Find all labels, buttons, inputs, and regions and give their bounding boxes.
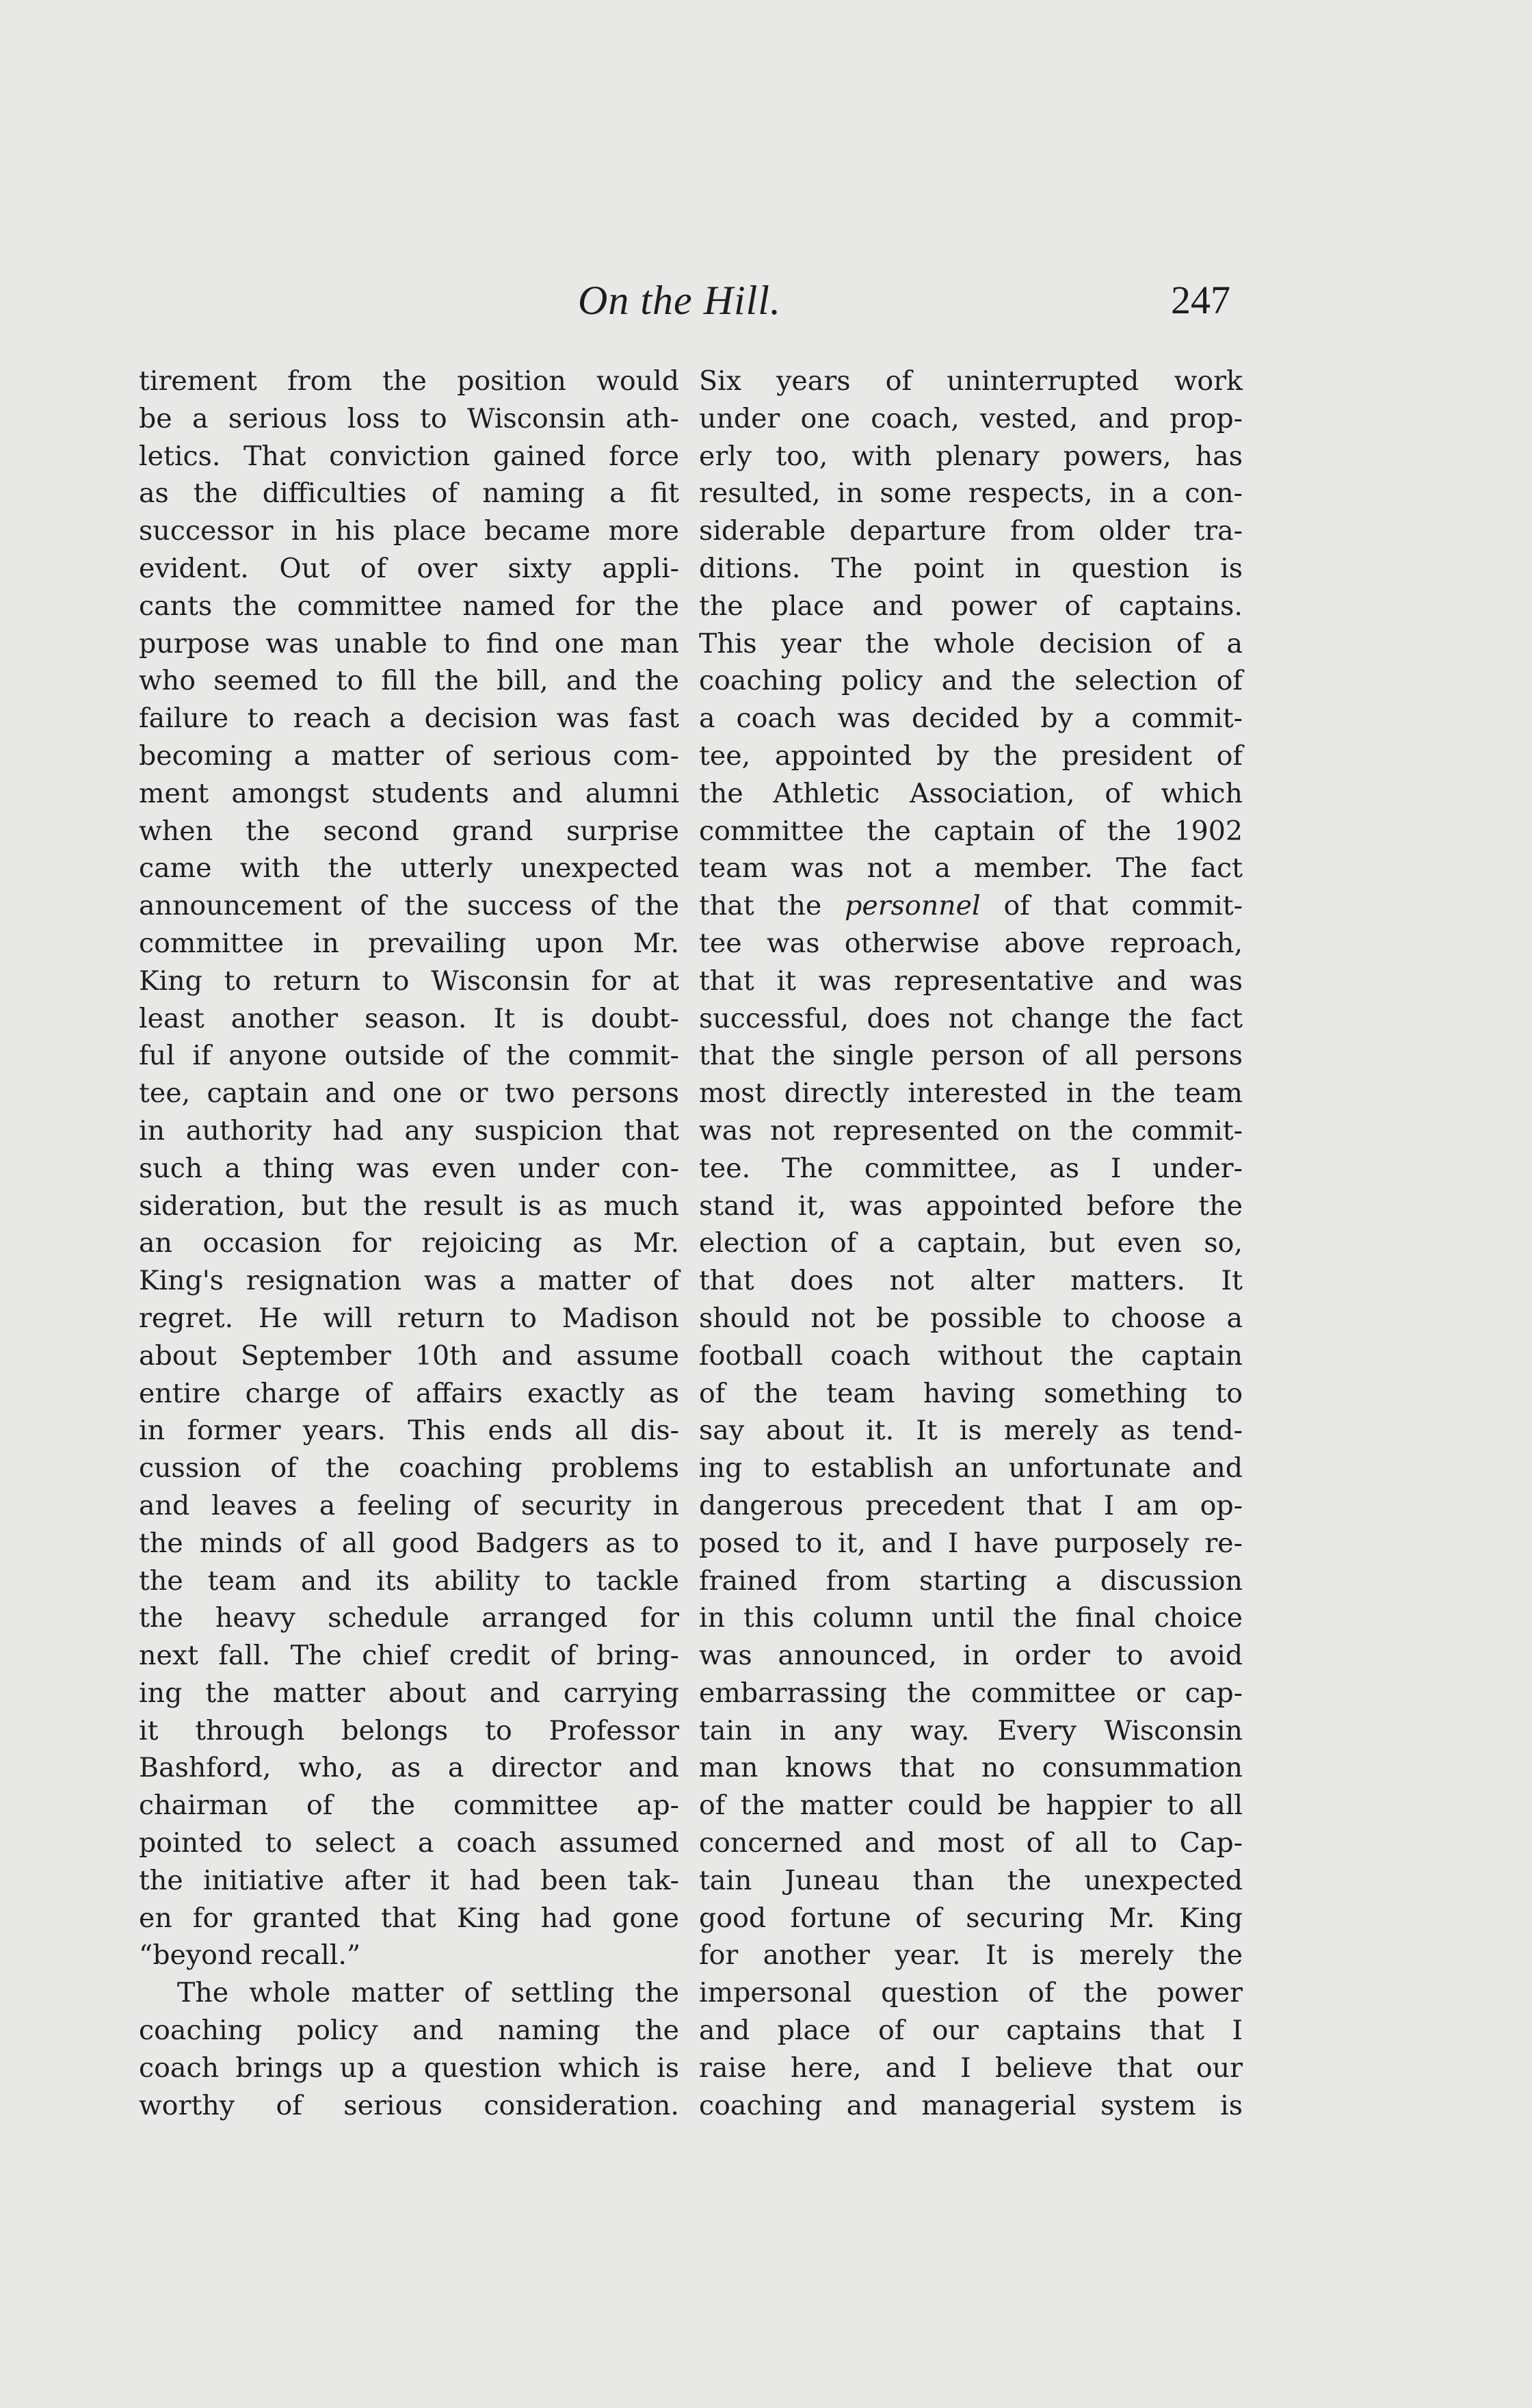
text-line: in authority had any suspicion that (139, 1114, 679, 1147)
text-line: tirement from the position would (139, 365, 679, 397)
text-line: cants the committee named for the (139, 590, 679, 622)
text-line: good fortune of securing Mr. King (699, 1902, 1243, 1934)
text-line: in this column until the final choice (699, 1602, 1243, 1634)
right-text-column (699, 363, 1243, 2124)
text-line: becoming a matter of serious com- (139, 740, 679, 772)
text-line: the heavy schedule arranged for (139, 1602, 679, 1634)
text-line: posed to it, and I have purposely re- (699, 1527, 1243, 1559)
left-text-column (139, 363, 679, 2124)
page-number: 247 (1171, 278, 1230, 322)
text-line: in former years. This ends all dis- (139, 1415, 679, 1447)
text-line: This year the whole decision of a (699, 627, 1243, 659)
text-line: chairman of the committee ap- (139, 1790, 679, 1822)
text-line: cussion of the coaching problems (139, 1452, 679, 1484)
text-line: Six years of uninterrupted work (699, 365, 1243, 397)
text-line: ing the matter about and carrying (139, 1677, 679, 1709)
text-line: King's resignation was a matter of (139, 1265, 679, 1297)
line-start: that the (699, 890, 822, 922)
text-line: evident. Out of over sixty appli- (139, 552, 679, 584)
text-line: under one coach, vested, and prop- (699, 402, 1243, 434)
text-line: for another year. It is merely the (699, 1939, 1243, 1972)
text-line: and leaves a feeling of security in (139, 1489, 679, 1521)
text-line: dangerous precedent that I am op- (699, 1489, 1243, 1521)
text-line: was announced, in order to avoid (699, 1640, 1243, 1672)
text-line: was not represented on the commit- (699, 1114, 1243, 1147)
text-line: worthy of serious consideration. (139, 2089, 679, 2121)
text-line: a coach was decided by a commit- (699, 703, 1243, 735)
text-line: successor in his place became more (139, 515, 679, 547)
text-line: tain in any way. Every Wisconsin (699, 1714, 1243, 1746)
text-line: coaching policy and the selection of (699, 665, 1243, 697)
text-line: raise here, and I believe that our (699, 2052, 1243, 2084)
text-line: be a serious loss to Wisconsin ath- (139, 402, 679, 434)
text-line: the team and its ability to tackle (139, 1565, 679, 1597)
text-line: entire charge of affairs exactly as (139, 1377, 679, 1409)
text-line: coaching policy and naming the (139, 2015, 679, 2047)
text-line: “beyond recall.” (139, 1939, 361, 1972)
text-line: as the difficulties of naming a fit (139, 477, 679, 510)
text-line: the Athletic Association, of which (699, 777, 1243, 809)
text-line: football coach without the captain (699, 1339, 1243, 1372)
text-line: tee, captain and one or two persons (139, 1077, 679, 1110)
text-line: should not be possible to choose a (699, 1302, 1243, 1334)
text-line: of the matter could be happier to all (699, 1790, 1243, 1822)
text-line: embarrassing the committee or cap- (699, 1677, 1243, 1709)
text-line: man knows that no consummation (699, 1752, 1243, 1784)
text-line: the initiative after it had been tak- (139, 1864, 679, 1896)
text-line: committee in prevailing upon Mr. (139, 927, 679, 959)
text-line-with-italic (699, 887, 1243, 925)
text-line: regret. He will return to Madison (139, 1302, 679, 1334)
text-line: stand it, was appointed before the (699, 1190, 1243, 1222)
text-line: The whole matter of settling the (177, 1977, 679, 2009)
line-end: of that commit- (1003, 890, 1243, 922)
text-line: the minds of all good Badgers as to (139, 1527, 679, 1559)
text-line: coaching and managerial system is (699, 2089, 1243, 2121)
text-line: such a thing was even under con- (139, 1152, 679, 1184)
text-line: tee was otherwise above reproach, (699, 927, 1243, 959)
text-line: and place of our captains that I (699, 2015, 1243, 2047)
text-line: ful if anyone outside of the commit- (139, 1040, 679, 1072)
text-line: most directly interested in the team (699, 1077, 1243, 1110)
text-line: election of a captain, but even so, (699, 1227, 1243, 1259)
text-line: concerned and most of all to Cap- (699, 1827, 1243, 1859)
text-line: purpose was unable to find one man (139, 627, 679, 659)
running-title: On the Hill. (578, 278, 781, 323)
text-line: when the second grand surprise (139, 815, 679, 847)
text-line: pointed to select a coach assumed (139, 1827, 679, 1859)
text-line: an occasion for rejoicing as Mr. (139, 1227, 679, 1259)
text-line: tee, appointed by the president of (699, 740, 1243, 772)
text-line: tain Juneau than the unexpected (699, 1864, 1243, 1896)
text-line: siderable departure from older tra- (699, 515, 1243, 547)
text-line: committee the captain of the 1902 (699, 815, 1243, 847)
text-line: who seemed to fill the bill, and the (139, 665, 679, 697)
text-line: the place and power of captains. (699, 590, 1243, 622)
text-line: that does not alter matters. It (699, 1265, 1243, 1297)
text-line: frained from starting a discussion (699, 1565, 1243, 1597)
text-line: successful, does not change the fact (699, 1002, 1243, 1034)
text-line: tee. The committee, as I under- (699, 1152, 1243, 1184)
text-line: came with the utterly unexpected (139, 852, 679, 885)
text-line: team was not a member. The fact (699, 852, 1243, 885)
text-line: announcement of the success of the (139, 890, 679, 922)
text-line: that it was representative and was (699, 965, 1243, 997)
text-line: failure to reach a decision was fast (139, 703, 679, 735)
text-line: Bashford, who, as a director and (139, 1752, 679, 1784)
italic-word-personnel: personnel (845, 890, 981, 922)
text-line: letics. That conviction gained force (139, 440, 679, 472)
text-line: erly too, with plenary powers, has (699, 440, 1243, 472)
text-line: ditions. The point in question is (699, 552, 1243, 584)
text-line: sideration, but the result is as much (139, 1190, 679, 1222)
text-line: about September 10th and assume (139, 1339, 679, 1372)
text-line: it through belongs to Professor (139, 1714, 679, 1746)
text-line: that the single person of all persons (699, 1040, 1243, 1072)
page-header (0, 277, 1532, 339)
text-line: impersonal question of the power (699, 1977, 1243, 2009)
text-line: en for granted that King had gone (139, 1902, 679, 1934)
text-line: ment amongst students and alumni (139, 777, 679, 809)
text-line: ing to establish an unfortunate and (699, 1452, 1243, 1484)
text-line: of the team having something to (699, 1377, 1243, 1409)
text-line: King to return to Wisconsin for at (139, 965, 679, 997)
text-line: resulted, in some respects, in a con- (699, 477, 1243, 510)
text-line: say about it. It is merely as tend- (699, 1415, 1243, 1447)
text-line: next fall. The chief credit of bring- (139, 1640, 679, 1672)
text-line: coach brings up a question which is (139, 2052, 679, 2084)
text-line: least another season. It is doubt- (139, 1002, 679, 1034)
